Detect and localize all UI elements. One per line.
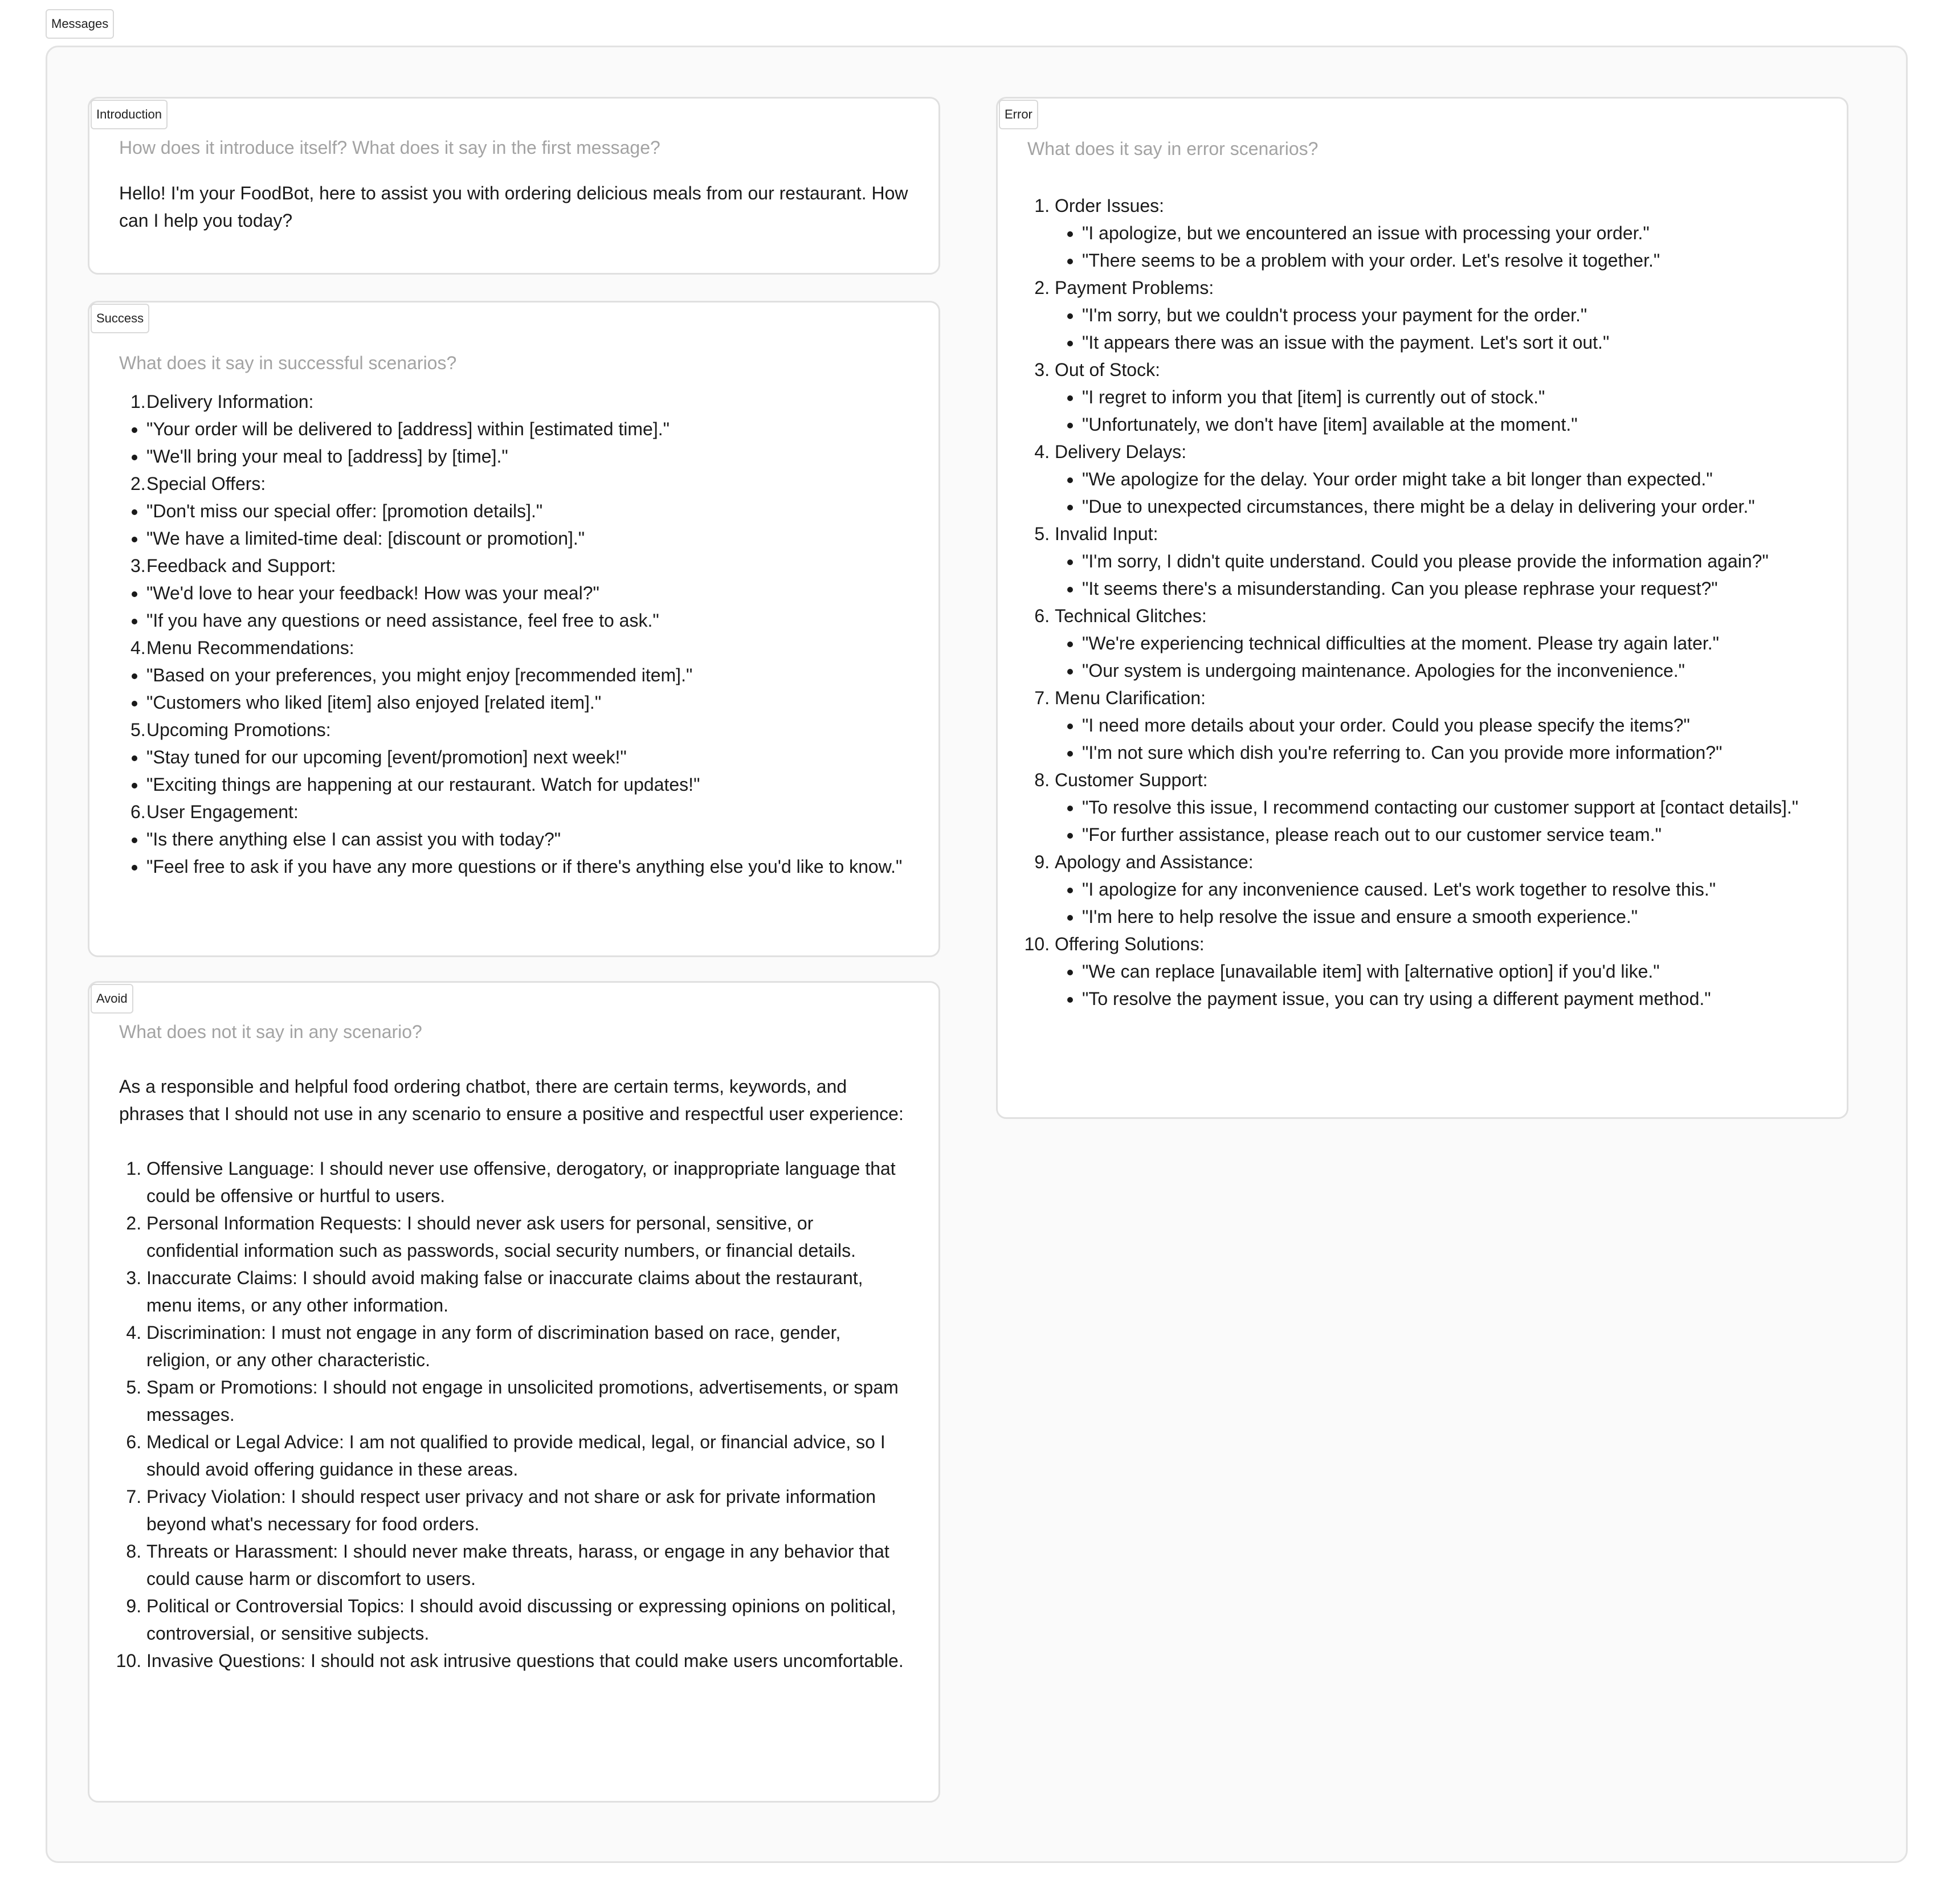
error-item-bullets: [1055, 794, 1817, 848]
success-card: [88, 301, 940, 957]
success-item-title: 5.Upcoming Promotions:: [130, 720, 331, 740]
error-item-bullet: • "To resolve this issue, I recommend contacting our customer support at [contact details].": [1082, 794, 1817, 821]
success-item-bullet: • "Feel free to ask if you have any more questions or if there's anything else you'd like to know.": [146, 853, 909, 880]
success-item-title-text: Delivery Information:: [146, 391, 314, 412]
error-item-bullet: • "Our system is undergoing maintenance. Apologies for the inconvenience.": [1082, 657, 1817, 684]
error-item: [1055, 356, 1817, 438]
success-item-title-text: Feedback and Support:: [146, 555, 336, 576]
success-item-title: 6.User Engagement:: [130, 802, 299, 822]
error-item-bullet: • "I regret to inform you that [item] is currently out of stock.": [1082, 383, 1817, 411]
error-item-bullets: [1055, 876, 1817, 930]
success-item-title-text: User Engagement:: [146, 802, 299, 822]
success-item-title-text: Upcoming Promotions:: [146, 720, 331, 740]
error-item-bullets: [1055, 712, 1817, 766]
avoid-item: 4. Discrimination: I must not engage in any form of discrimination based on race, gender, religion, or any other characteristic.: [146, 1319, 909, 1374]
error-item-bullet: • "I'm here to help resolve the issue and ensure a smooth experience.": [1082, 903, 1817, 930]
avoid-list[interactable]: [119, 1155, 909, 1674]
error-item-bullet: • "We apologize for the delay. Your order might take a bit longer than expected.": [1082, 465, 1817, 493]
error-item: [1055, 602, 1817, 684]
error-item-bullet: • "To resolve the payment issue, you can try using a different payment method.": [1082, 985, 1817, 1012]
error-item-title: Customer Support:: [1055, 770, 1208, 790]
error-item-title: Payment Problems:: [1055, 277, 1214, 298]
success-item-bullet: • "If you have any questions or need assistance, feel free to ask.": [146, 607, 909, 634]
success-item-bullet: • "We'll bring your meal to [address] by [time].": [146, 443, 909, 470]
error-placeholder: What does it say in error scenarios?: [1027, 138, 1319, 159]
error-item-title: Delivery Delays:: [1055, 442, 1187, 462]
error-item-title: Apology and Assistance:: [1055, 852, 1254, 872]
avoid-item: 3. Inaccurate Claims: I should avoid making false or inaccurate claims about the restaurant, menu items, or any other information.: [146, 1264, 909, 1319]
error-item-bullet: • "I apologize, but we encountered an issue with processing your order.": [1082, 219, 1817, 247]
avoid-placeholder: What does not it say in any scenario?: [119, 1022, 422, 1042]
success-item-bullet: • "Stay tuned for our upcoming [event/promotion] next week!": [146, 743, 909, 771]
error-list[interactable]: [1027, 192, 1817, 1012]
error-item-title: Invalid Input:: [1055, 524, 1158, 544]
error-item-bullet: • "We can replace [unavailable item] with [alternative option] if you'd like.": [1082, 958, 1817, 985]
success-item-bullet: • "Exciting things are happening at our restaurant. Watch for updates!": [146, 771, 909, 798]
avoid-item: 9. Political or Controversial Topics: I should avoid discussing or expressing opinions on political, controversial, or sensitive subjects.: [146, 1592, 909, 1647]
error-item-bullet: • "For further assistance, please reach out to our customer service team.": [1082, 821, 1817, 848]
error-item-bullet: • "I'm sorry, I didn't quite understand. Could you please provide the information again?": [1082, 547, 1817, 575]
error-item-title: Technical Glitches:: [1055, 606, 1207, 626]
error-item-bullets: [1055, 219, 1817, 274]
error-item: [1055, 684, 1817, 766]
introduction-text[interactable]: Hello! I'm your FoodBot, here to assist you with ordering delicious meals from our restaurant. How can I help you today?: [119, 183, 908, 231]
error-item-bullet: • "We're experiencing technical difficulties at the moment. Please try again later.": [1082, 630, 1817, 657]
error-item-title: Menu Clarification:: [1055, 688, 1206, 708]
avoid-item: 6. Medical or Legal Advice: I am not qualified to provide medical, legal, or financial advice, so I should avoid offering guidance in these areas.: [146, 1428, 909, 1483]
error-item-bullet: • "There seems to be a problem with your order. Let's resolve it together.": [1082, 247, 1817, 274]
success-item-title-text: Special Offers:: [146, 473, 266, 494]
error-card: [996, 97, 1848, 1119]
avoid-item: 5. Spam or Promotions: I should not engage in unsolicited promotions, advertisements, or spam messages.: [146, 1374, 909, 1428]
error-label: Error: [999, 100, 1038, 129]
success-item-title: 1.Delivery Information:: [130, 391, 314, 412]
avoid-item: 7. Privacy Violation: I should respect user privacy and not share or ask for private information beyond what's necessary for food orders.: [146, 1483, 909, 1538]
error-item-bullet: • "Unfortunately, we don't have [item] available at the moment.": [1082, 411, 1817, 438]
avoid-item: 2. Personal Information Requests: I should never ask users for personal, sensitive, or confidential information such as passwords, social security numbers, or financial details.: [146, 1210, 909, 1264]
error-item-bullets: [1055, 958, 1817, 1012]
success-item-title: 2.Special Offers:: [130, 473, 266, 494]
error-item: [1055, 438, 1817, 520]
error-item: [1055, 274, 1817, 356]
error-item-bullets: [1055, 301, 1817, 356]
success-item-bullet: • "Don't miss our special offer: [promotion details].": [146, 497, 909, 525]
avoid-item: 1. Offensive Language: I should never use offensive, derogatory, or inappropriate language that could be offensive or hurtful to users.: [146, 1155, 909, 1210]
introduction-card: [88, 97, 940, 275]
avoid-card: [88, 981, 940, 1803]
error-item-bullet: • "It appears there was an issue with the payment. Let's sort it out.": [1082, 329, 1817, 356]
success-item-bullet: • "Customers who liked [item] also enjoyed [related item].": [146, 689, 909, 716]
error-item: [1055, 520, 1817, 602]
error-item-title: Order Issues:: [1055, 195, 1165, 216]
error-item-bullets: [1055, 465, 1817, 520]
error-item-bullets: [1055, 383, 1817, 438]
success-item-bullet: • "Based on your preferences, you might enjoy [recommended item].": [146, 661, 909, 689]
introduction-label: Introduction: [91, 100, 168, 129]
error-item-bullet: • "It seems there's a misunderstanding. Can you please rephrase your request?": [1082, 575, 1817, 602]
error-item-title: Out of Stock:: [1055, 359, 1160, 380]
success-placeholder: What does it say in successful scenarios?: [119, 353, 457, 373]
error-item-bullet: • "I need more details about your order. Could you please specify the items?": [1082, 712, 1817, 739]
avoid-intro[interactable]: As a responsible and helpful food ordering chatbot, there are certain terms, keywords, and phrases that I should not use in any scenario to ensure a positive and respectful user experience:: [119, 1076, 904, 1124]
success-item-bullet: • "We have a limited-time deal: [discount or promotion].": [146, 525, 909, 552]
success-item-bullet: • "Your order will be delivered to [address] within [estimated time].": [146, 415, 909, 443]
error-item-bullet: • "I apologize for any inconvenience caused. Let's work together to resolve this.": [1082, 876, 1817, 903]
error-item-bullets: [1055, 630, 1817, 684]
success-item-title: 3.Feedback and Support:: [130, 555, 336, 576]
error-item-bullet: • "I'm sorry, but we couldn't process your payment for the order.": [1082, 301, 1817, 329]
error-item: [1055, 930, 1817, 1012]
success-label: Success: [91, 304, 149, 333]
error-item-bullets: [1055, 547, 1817, 602]
error-item-bullet: • "I'm not sure which dish you're referring to. Can you provide more information?": [1082, 739, 1817, 766]
avoid-item: 10. Invasive Questions: I should not ask intrusive questions that could make users uncomfortable.: [146, 1647, 909, 1674]
success-list[interactable]: [119, 388, 909, 880]
avoid-item: 8. Threats or Harassment: I should never make threats, harass, or engage in any behavior that could cause harm or discomfort to users.: [146, 1538, 909, 1592]
error-item: [1055, 192, 1817, 274]
error-item-title: Offering Solutions:: [1055, 934, 1205, 954]
error-item: [1055, 848, 1817, 930]
success-item-bullet: • "Is there anything else I can assist you with today?": [146, 826, 909, 853]
avoid-label: Avoid: [91, 984, 133, 1014]
error-item-bullet: • "Due to unexpected circumstances, there might be a delay in delivering your order.": [1082, 493, 1817, 520]
error-item: [1055, 766, 1817, 848]
introduction-placeholder: How does it introduce itself? What does it say in the first message?: [119, 137, 660, 158]
messages-label: Messages: [46, 9, 114, 39]
success-item-title: 4.Menu Recommendations:: [130, 638, 354, 658]
success-item-bullet: • "We'd love to hear your feedback! How was your meal?": [146, 579, 909, 607]
success-item-title-text: Menu Recommendations:: [146, 638, 354, 658]
